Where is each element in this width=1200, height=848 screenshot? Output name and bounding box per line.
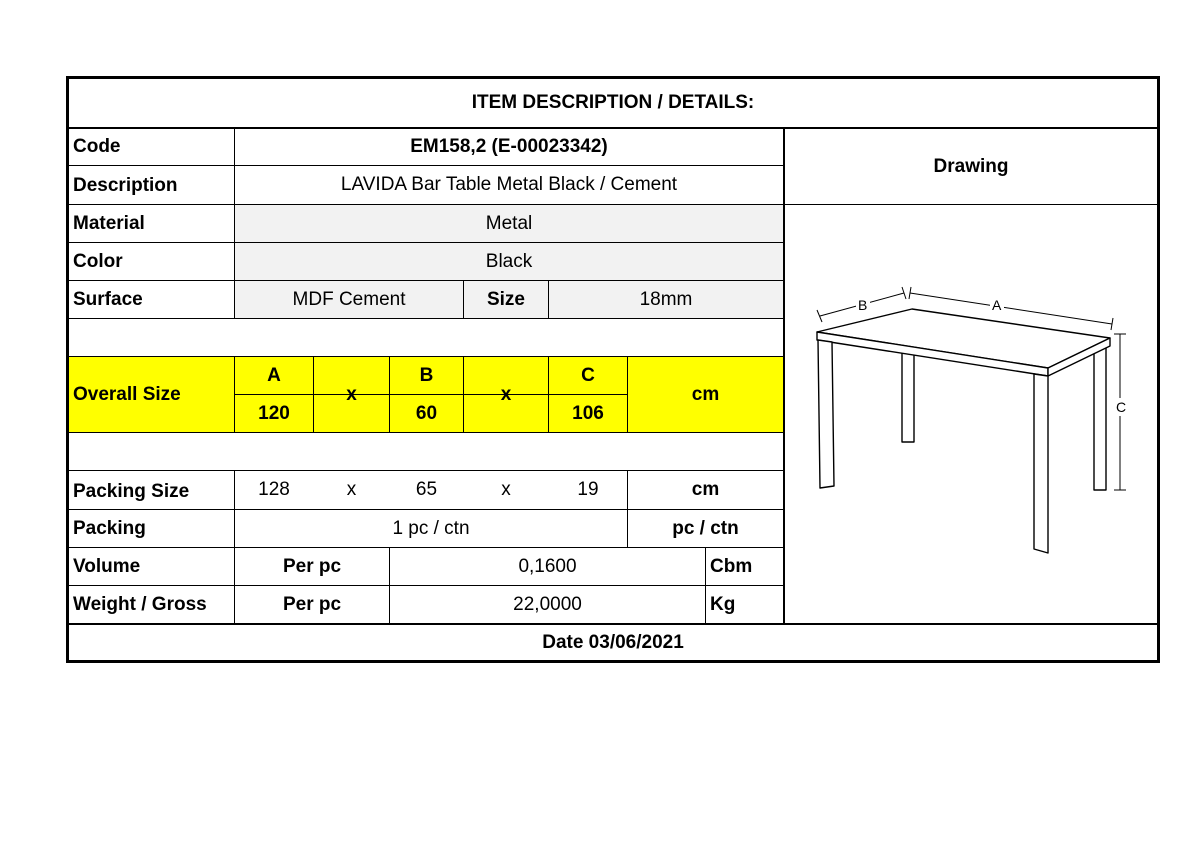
volume-label: Volume — [73, 555, 141, 577]
dim-c-label: C — [1116, 399, 1127, 415]
volume-value: 0,1600 — [518, 555, 577, 577]
back-right-leg — [1094, 340, 1106, 490]
overall-b-label: B — [419, 364, 434, 386]
frame-bottom — [66, 660, 1160, 663]
material-value: Metal — [485, 212, 533, 234]
overall-sep-1: x — [346, 383, 357, 405]
packing-label: Packing — [73, 517, 146, 539]
volume-unit: Cbm — [710, 555, 753, 577]
surface-size-value: 18mm — [639, 288, 693, 310]
footer-date: Date 03/06/2021 — [542, 631, 684, 653]
packing-size-sep-2: x — [501, 479, 511, 500]
overall-c-label: C — [581, 364, 595, 386]
material-label: Material — [73, 212, 145, 234]
color-value: Black — [485, 250, 533, 272]
description-value: LAVIDA Bar Table Metal Black / Cement — [340, 174, 678, 195]
code-value: EM158,2 (E-00023342) — [410, 135, 608, 157]
front-right-leg — [1034, 374, 1048, 553]
surface-label: Surface — [73, 288, 143, 310]
overall-sep-2: x — [500, 383, 512, 405]
drawing-heading: Drawing — [933, 155, 1009, 177]
weight-value: 22,0000 — [513, 593, 582, 615]
overall-c-value: 106 — [572, 402, 604, 424]
front-left-leg — [818, 340, 834, 488]
packing-value: 1 pc / ctn — [392, 517, 470, 539]
overall-size-label: Overall Size — [73, 383, 181, 405]
dim-a-label: A — [992, 297, 1002, 313]
volume-per: Per pc — [282, 555, 342, 577]
rule-5 — [66, 318, 785, 319]
surface-value: MDF Cement — [292, 288, 406, 310]
packing-size-b: 65 — [415, 479, 438, 500]
back-left-leg — [902, 352, 914, 442]
packing-size-label: Packing Size — [73, 480, 190, 502]
color-label: Color — [73, 250, 123, 272]
weight-unit: Kg — [710, 593, 736, 615]
overall-b-value: 60 — [415, 402, 438, 424]
description-label: Description — [73, 175, 178, 196]
code-label: Code — [73, 136, 121, 157]
table-drawing — [786, 206, 1158, 624]
weight-label: Weight / Gross — [73, 593, 207, 615]
packing-size-sep-1: x — [346, 479, 357, 500]
packing-size-a: 128 — [258, 479, 290, 500]
dim-b-label: B — [858, 297, 868, 313]
packing-size-unit: cm — [691, 479, 720, 500]
surface-size-label: Size — [486, 288, 526, 310]
packing-unit: pc / ctn — [672, 517, 739, 539]
sheet-title: ITEM DESCRIPTION / DETAILS: — [471, 92, 755, 113]
overall-a-label: A — [267, 364, 281, 386]
overall-a-value: 120 — [258, 402, 290, 424]
rule-8 — [66, 432, 785, 433]
overall-unit: cm — [691, 383, 720, 405]
packing-size-c: 19 — [577, 479, 599, 500]
weight-per: Per pc — [282, 593, 342, 615]
